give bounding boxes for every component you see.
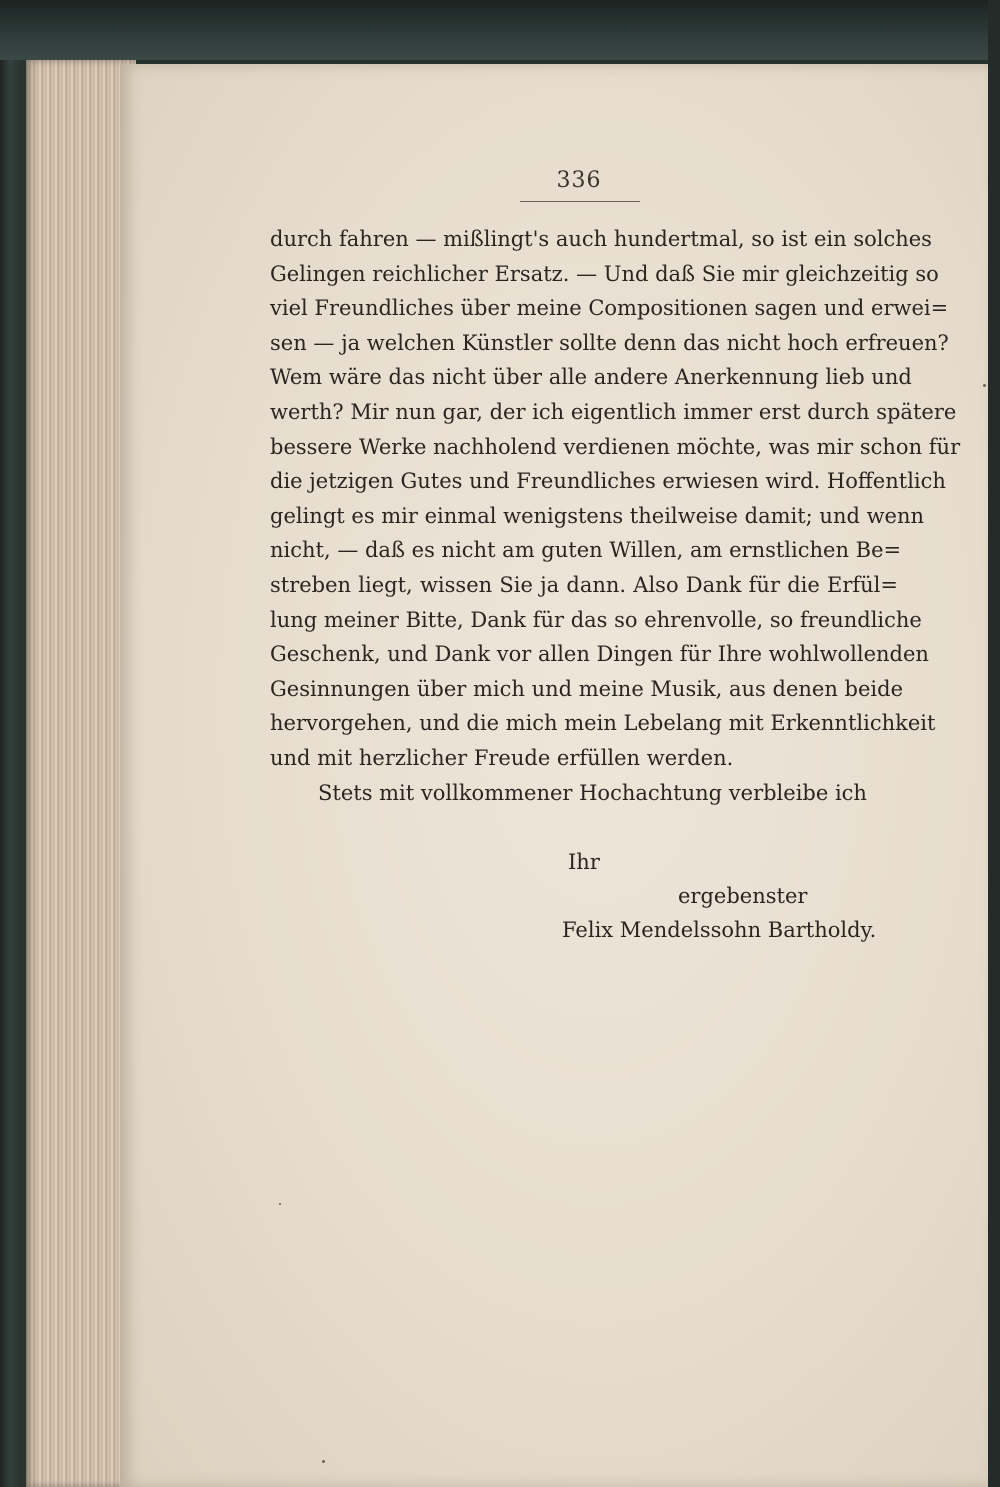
paper-speck [322, 1460, 325, 1463]
valediction: ergebenster [678, 884, 808, 908]
page-number-rule [520, 201, 640, 202]
text-line: werth? Mir nun gar, der ich eigentlich immer erst durch spätere [270, 399, 957, 424]
book-cover-right [988, 0, 1000, 1487]
text-line: Wem wäre das nicht über alle andere Anerkennung lieb und [270, 365, 912, 390]
text-line: Geschenk, und Dank vor allen Dingen für Ihre wohlwollenden [270, 642, 929, 667]
salutation: Ihr [568, 850, 600, 874]
signature: Felix Mendelssohn Bartholdy. [562, 918, 877, 942]
text-line: bessere Werke nachholend verdienen möchte, was mir schon für [270, 434, 961, 459]
book-cover-top [0, 0, 1000, 60]
text-line: Gesinnungen über mich und meine Musik, aus denen beide [270, 676, 903, 701]
text-line: hervorgehen, und die mich mein Lebelang mit Erkenntlichkeit [270, 711, 936, 736]
text-line: viel Freundliches über meine Compositionen sagen und erwei= [270, 296, 949, 321]
text-line: Gelingen reichlicher Ersatz. — Und daß Sie mir gleichzeitig so [270, 261, 939, 286]
text-line: die jetzigen Gutes und Freundliches erwiesen wird. Hoffentlich [270, 469, 946, 494]
paper-speck [983, 384, 986, 387]
closing-line: Stets mit vollkommener Hochachtung verbleibe ich [318, 780, 867, 805]
text-line: und mit herzlicher Freude erfüllen werden. [270, 745, 734, 770]
text-line: streben liegt, wissen Sie ja dann. Also Dank für die Erfül= [270, 572, 898, 597]
text-line: gelingt es mir einmal wenigstens theilweise damit; und wenn [270, 503, 925, 528]
text-line: durch fahren — mißlingt's auch hundertmal, so ist ein solches [270, 227, 932, 251]
text-line: sen — ja welchen Künstler sollte denn das nicht hoch erfreuen? [270, 330, 949, 355]
text-line: nicht, — daß es nicht am guten Willen, am ernstlichen Be= [270, 538, 902, 563]
paper-speck [279, 1203, 281, 1205]
letter-body [270, 222, 961, 810]
page-number: 336 [556, 168, 602, 193]
text-line: lung meiner Bitte, Dank für das so ehrenvolle, so freundliche [270, 607, 922, 632]
